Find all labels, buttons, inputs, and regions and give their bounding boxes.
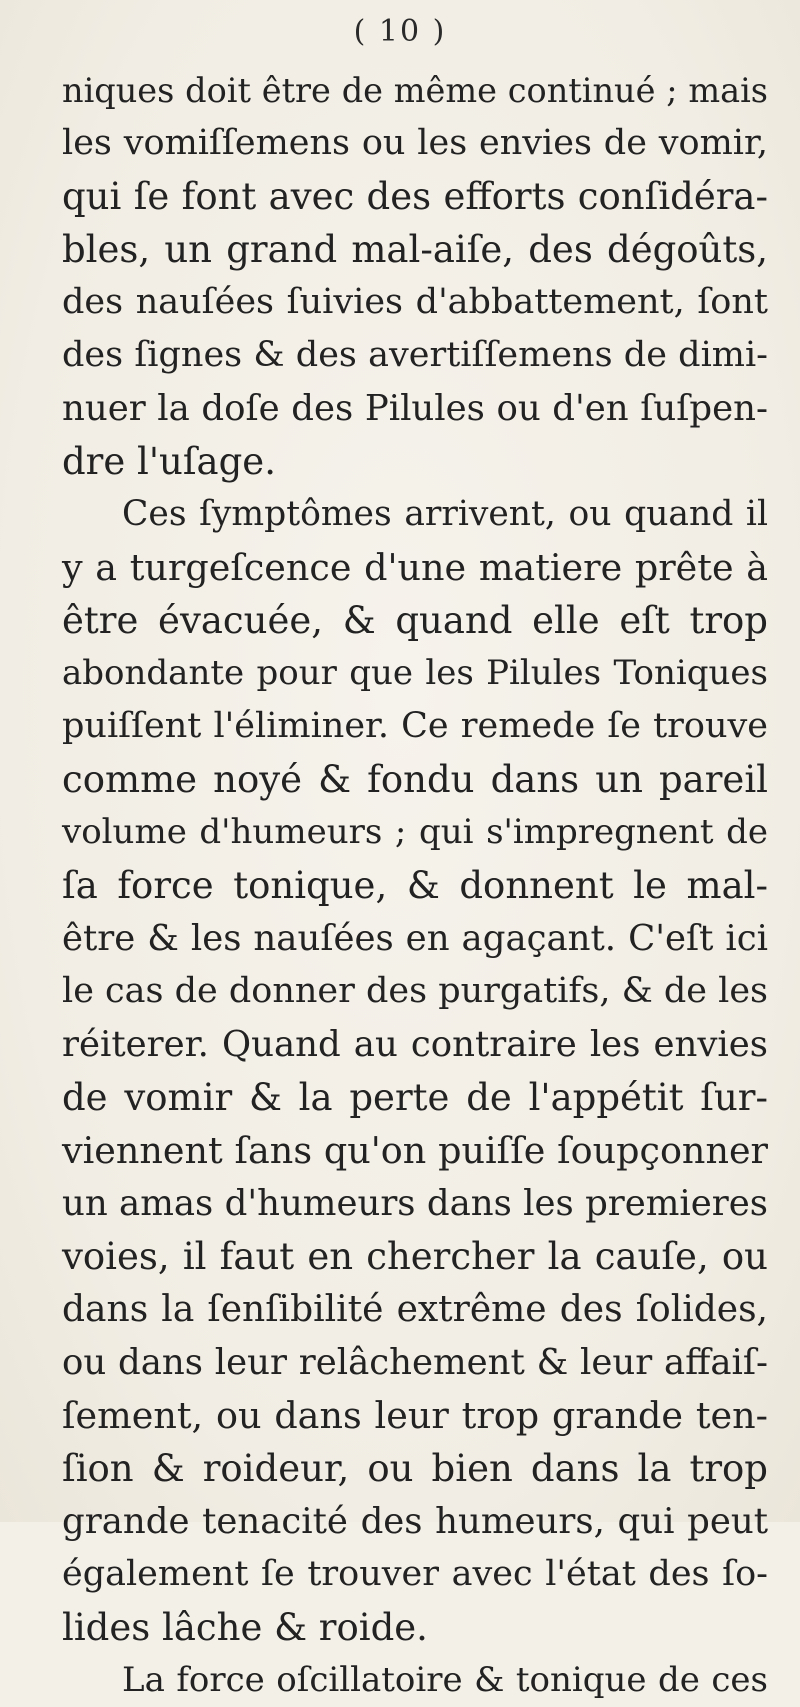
- text-line: ou dans leur relâchement & leur affaiſ-: [62, 1342, 768, 1383]
- page-number: ( 10 ): [353, 14, 447, 49]
- text-line: des nauſées ſuivies d'abbattement, ſont: [62, 282, 768, 322]
- text-line: bles, un grand mal-aiſe, des dégoûts,: [62, 228, 768, 271]
- text-line: puiſſent l'éliminer. Ce remede ſe trouve: [62, 706, 768, 746]
- text-line: qui ſe font avec des efforts conſidéra-: [62, 175, 768, 218]
- text-line: Ces ſymptômes arrivent, ou quand il: [122, 494, 768, 534]
- text-line: La force oſcillatoire & tonique de ces: [122, 1660, 768, 1700]
- text-line: dans la ſenſibilité extrême des ſolides,: [62, 1289, 768, 1330]
- text-line: abondante pour que les Pilules Toniques: [62, 653, 768, 693]
- text-line: viennent ſans qu'on puiſſe ſoupçonner: [62, 1129, 768, 1172]
- text-line: niques doit être de même continué ; mais: [62, 71, 768, 110]
- text-line: être & les nauſées en agaçant. C'eſt ici: [62, 918, 768, 959]
- text-line: un amas d'humeurs dans les premieres: [62, 1183, 768, 1224]
- text-line: les vomiſſemens ou les envies de vomir,: [62, 123, 768, 163]
- text-line: ſement, ou dans leur trop grande ten-: [62, 1394, 768, 1437]
- text-line: réiterer. Quand au contraire les envies: [62, 1024, 768, 1065]
- text-line: grande tenacité des humeurs, qui peut: [62, 1501, 768, 1542]
- text-line: ſa force tonique, & donnent le mal-: [62, 864, 768, 907]
- text-line: y a turgeſcence d'une matiere prête à: [62, 546, 768, 589]
- text-line: comme noyé & fondu dans un pareil: [62, 758, 768, 801]
- body-text: [62, 64, 768, 1707]
- text-line: être évacuée, & quand elle eſt trop: [62, 599, 768, 642]
- text-line: nuer la doſe des Pilules ou d'en ſuſpen-: [62, 388, 768, 429]
- text-line: dre l'uſage.: [62, 440, 276, 483]
- text-line: voies, il faut en chercher la cauſe, ou: [62, 1235, 768, 1278]
- text-line: de vomir & la perte de l'appétit ſur-: [62, 1076, 768, 1119]
- text-line: des ſignes & des avertiſſemens de dimi-: [62, 335, 768, 375]
- text-line: également ſe trouver avec l'état des ſo-: [62, 1554, 768, 1594]
- text-line: lides lâche & roide.: [62, 1606, 428, 1649]
- text-line: le cas de donner des purgatifs, & de les: [62, 971, 768, 1011]
- text-line: volume d'humeurs ; qui s'impregnent de: [62, 812, 768, 852]
- text-line: ſion & roideur, ou bien dans la trop: [62, 1447, 768, 1490]
